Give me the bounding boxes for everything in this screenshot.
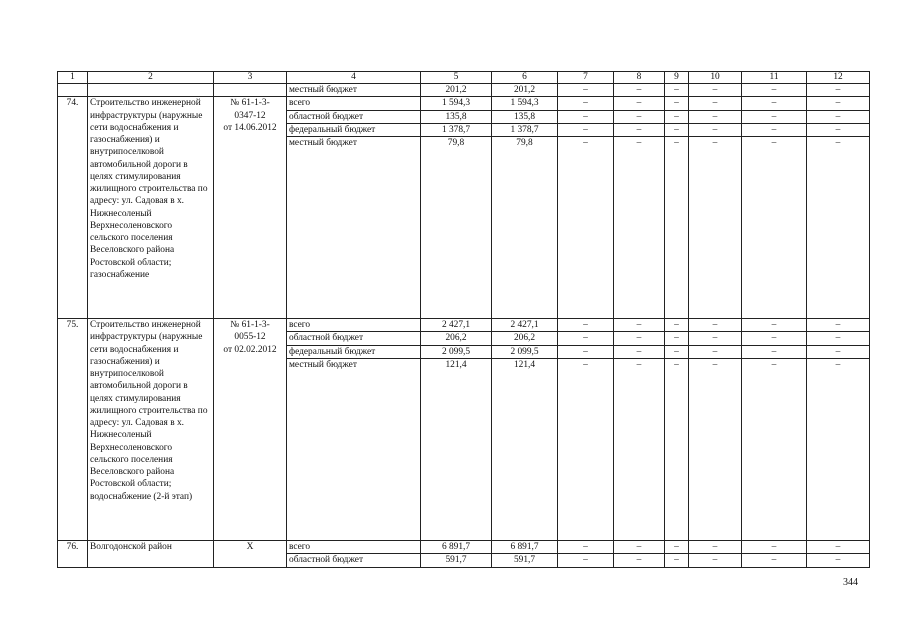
value-cell: 591,7 (492, 554, 558, 567)
column-number: 9 (665, 72, 689, 84)
value-cell: – (665, 84, 689, 97)
column-number: 1 (58, 72, 88, 84)
column-number: 6 (492, 72, 558, 84)
value-cell: 1 378,7 (421, 123, 492, 136)
value-cell: 6 891,7 (421, 541, 492, 554)
value-cell: – (807, 137, 870, 319)
empty-cell (214, 84, 287, 97)
value-cell: – (807, 332, 870, 345)
column-number: 8 (614, 72, 665, 84)
value-cell: – (689, 332, 742, 345)
funding-source: областной бюджет (287, 554, 421, 567)
value-cell: – (742, 359, 807, 541)
value-cell: – (558, 84, 614, 97)
value-cell: – (742, 345, 807, 358)
document-ref (214, 319, 287, 541)
value-cell: – (689, 137, 742, 319)
value-cell: 206,2 (492, 332, 558, 345)
column-number: 10 (689, 72, 742, 84)
value-cell: – (558, 541, 614, 554)
project-name: Строительство инженерной инфраструктуры (наружные сети водоснабжения и газоснабжения) и внутрипоселковой автомобильной дороги в целях стимулирования жилищного строительства по адресу: ул. Садовая в х. Нижнесоленый Верхнесоленовского сельского поселения Веселовского района Ростовской области; газоснабжение (88, 97, 214, 319)
value-cell: 121,4 (421, 359, 492, 541)
value-cell: – (742, 110, 807, 123)
project-name: Волгодонской район (88, 541, 214, 568)
value-cell: 2 099,5 (421, 345, 492, 358)
column-number: 3 (214, 72, 287, 84)
entry-number: 74. (58, 97, 88, 319)
entry-number: 75. (58, 319, 88, 541)
funding-source: местный бюджет (287, 84, 421, 97)
value-cell: – (665, 359, 689, 541)
value-cell: – (558, 137, 614, 319)
budget-table (57, 71, 870, 568)
value-cell: – (614, 97, 665, 110)
value-cell: – (665, 319, 689, 332)
value-cell: – (665, 554, 689, 567)
value-cell: – (614, 541, 665, 554)
value-cell: – (742, 554, 807, 567)
value-cell: – (614, 359, 665, 541)
value-cell: – (558, 123, 614, 136)
value-cell: – (689, 345, 742, 358)
value-cell: – (614, 137, 665, 319)
document-ref (214, 97, 287, 319)
column-number: 5 (421, 72, 492, 84)
value-cell: 591,7 (421, 554, 492, 567)
value-cell: – (665, 332, 689, 345)
value-cell: 206,2 (421, 332, 492, 345)
value-cell: 1 378,7 (492, 123, 558, 136)
value-cell: 121,4 (492, 359, 558, 541)
value-cell: 135,8 (492, 110, 558, 123)
value-cell: – (558, 332, 614, 345)
value-cell: – (742, 123, 807, 136)
table-row (58, 319, 870, 332)
value-cell: – (665, 97, 689, 110)
empty-cell (58, 84, 88, 97)
value-cell: 2 099,5 (492, 345, 558, 358)
value-cell: – (558, 110, 614, 123)
value-cell: – (558, 319, 614, 332)
funding-source: всего (287, 319, 421, 332)
value-cell: – (665, 541, 689, 554)
value-cell: – (558, 359, 614, 541)
value-cell: – (558, 345, 614, 358)
value-cell: – (614, 84, 665, 97)
value-cell: 1 594,3 (421, 97, 492, 110)
value-cell: – (807, 110, 870, 123)
value-cell: – (742, 137, 807, 319)
value-cell: – (742, 332, 807, 345)
value-cell: – (614, 110, 665, 123)
funding-source: всего (287, 541, 421, 554)
value-cell: – (807, 554, 870, 567)
value-cell: – (614, 345, 665, 358)
value-cell: – (689, 123, 742, 136)
value-cell: – (689, 97, 742, 110)
document-ref-line: № 61-1-3- (230, 320, 270, 331)
value-cell: – (689, 359, 742, 541)
page-number: 344 (843, 577, 858, 588)
value-cell: – (665, 345, 689, 358)
funding-source: местный бюджет (287, 137, 421, 319)
document-ref-line: от 02.02.2012 (223, 344, 277, 355)
column-number: 4 (287, 72, 421, 84)
column-number: 2 (88, 72, 214, 84)
funding-source: местный бюджет (287, 359, 421, 541)
value-cell: 1 594,3 (492, 97, 558, 110)
value-cell: 201,2 (421, 84, 492, 97)
value-cell: 79,8 (421, 137, 492, 319)
value-cell: – (558, 97, 614, 110)
funding-source: областной бюджет (287, 332, 421, 345)
value-cell: 135,8 (421, 110, 492, 123)
value-cell: 79,8 (492, 137, 558, 319)
value-cell: 2 427,1 (492, 319, 558, 332)
value-cell: – (689, 319, 742, 332)
funding-source: областной бюджет (287, 110, 421, 123)
table-row (58, 541, 870, 554)
value-cell: – (689, 110, 742, 123)
document-ref-line: 0055-12 (234, 332, 266, 343)
funding-source: федеральный бюджет (287, 345, 421, 358)
value-cell: – (614, 319, 665, 332)
value-cell: – (665, 137, 689, 319)
column-number: 12 (807, 72, 870, 84)
value-cell: – (689, 84, 742, 97)
document-ref: X (214, 541, 287, 568)
column-number-row (58, 72, 870, 84)
value-cell: – (742, 541, 807, 554)
table-row (58, 84, 870, 97)
value-cell: 2 427,1 (421, 319, 492, 332)
value-cell: – (807, 541, 870, 554)
value-cell: – (689, 541, 742, 554)
value-cell: – (807, 97, 870, 110)
value-cell: – (614, 123, 665, 136)
value-cell: – (665, 110, 689, 123)
value-cell: – (614, 332, 665, 345)
document-ref-line: 0347-12 (234, 110, 266, 121)
funding-source: федеральный бюджет (287, 123, 421, 136)
value-cell: – (689, 554, 742, 567)
column-number: 7 (558, 72, 614, 84)
value-cell: – (742, 319, 807, 332)
value-cell: – (742, 97, 807, 110)
table-row (58, 97, 870, 110)
value-cell: – (807, 319, 870, 332)
project-name: Строительство инженерной инфраструктуры (наружные сети водоснабжения и газоснабжения) и внутрипоселковой автомобильной дороги в целях стимулирования жилищного строительства по адресу: ул. Садовая в х. Нижнесоленый Верхнесоленовского сельского поселения Веселовского района Ростовской области; водоснабжение (2-й этап) (88, 319, 214, 541)
value-cell: – (807, 359, 870, 541)
value-cell: 6 891,7 (492, 541, 558, 554)
funding-source: всего (287, 97, 421, 110)
value-cell: – (807, 84, 870, 97)
value-cell: – (665, 123, 689, 136)
value-cell: – (558, 554, 614, 567)
column-number: 11 (742, 72, 807, 84)
document-ref-line: от 14.06.2012 (223, 122, 277, 133)
value-cell: – (742, 84, 807, 97)
value-cell: – (614, 554, 665, 567)
entry-number: 76. (58, 541, 88, 568)
value-cell: 201,2 (492, 84, 558, 97)
value-cell: – (807, 123, 870, 136)
value-cell: – (807, 345, 870, 358)
empty-cell (88, 84, 214, 97)
document-ref-line: № 61-1-3- (230, 98, 270, 109)
